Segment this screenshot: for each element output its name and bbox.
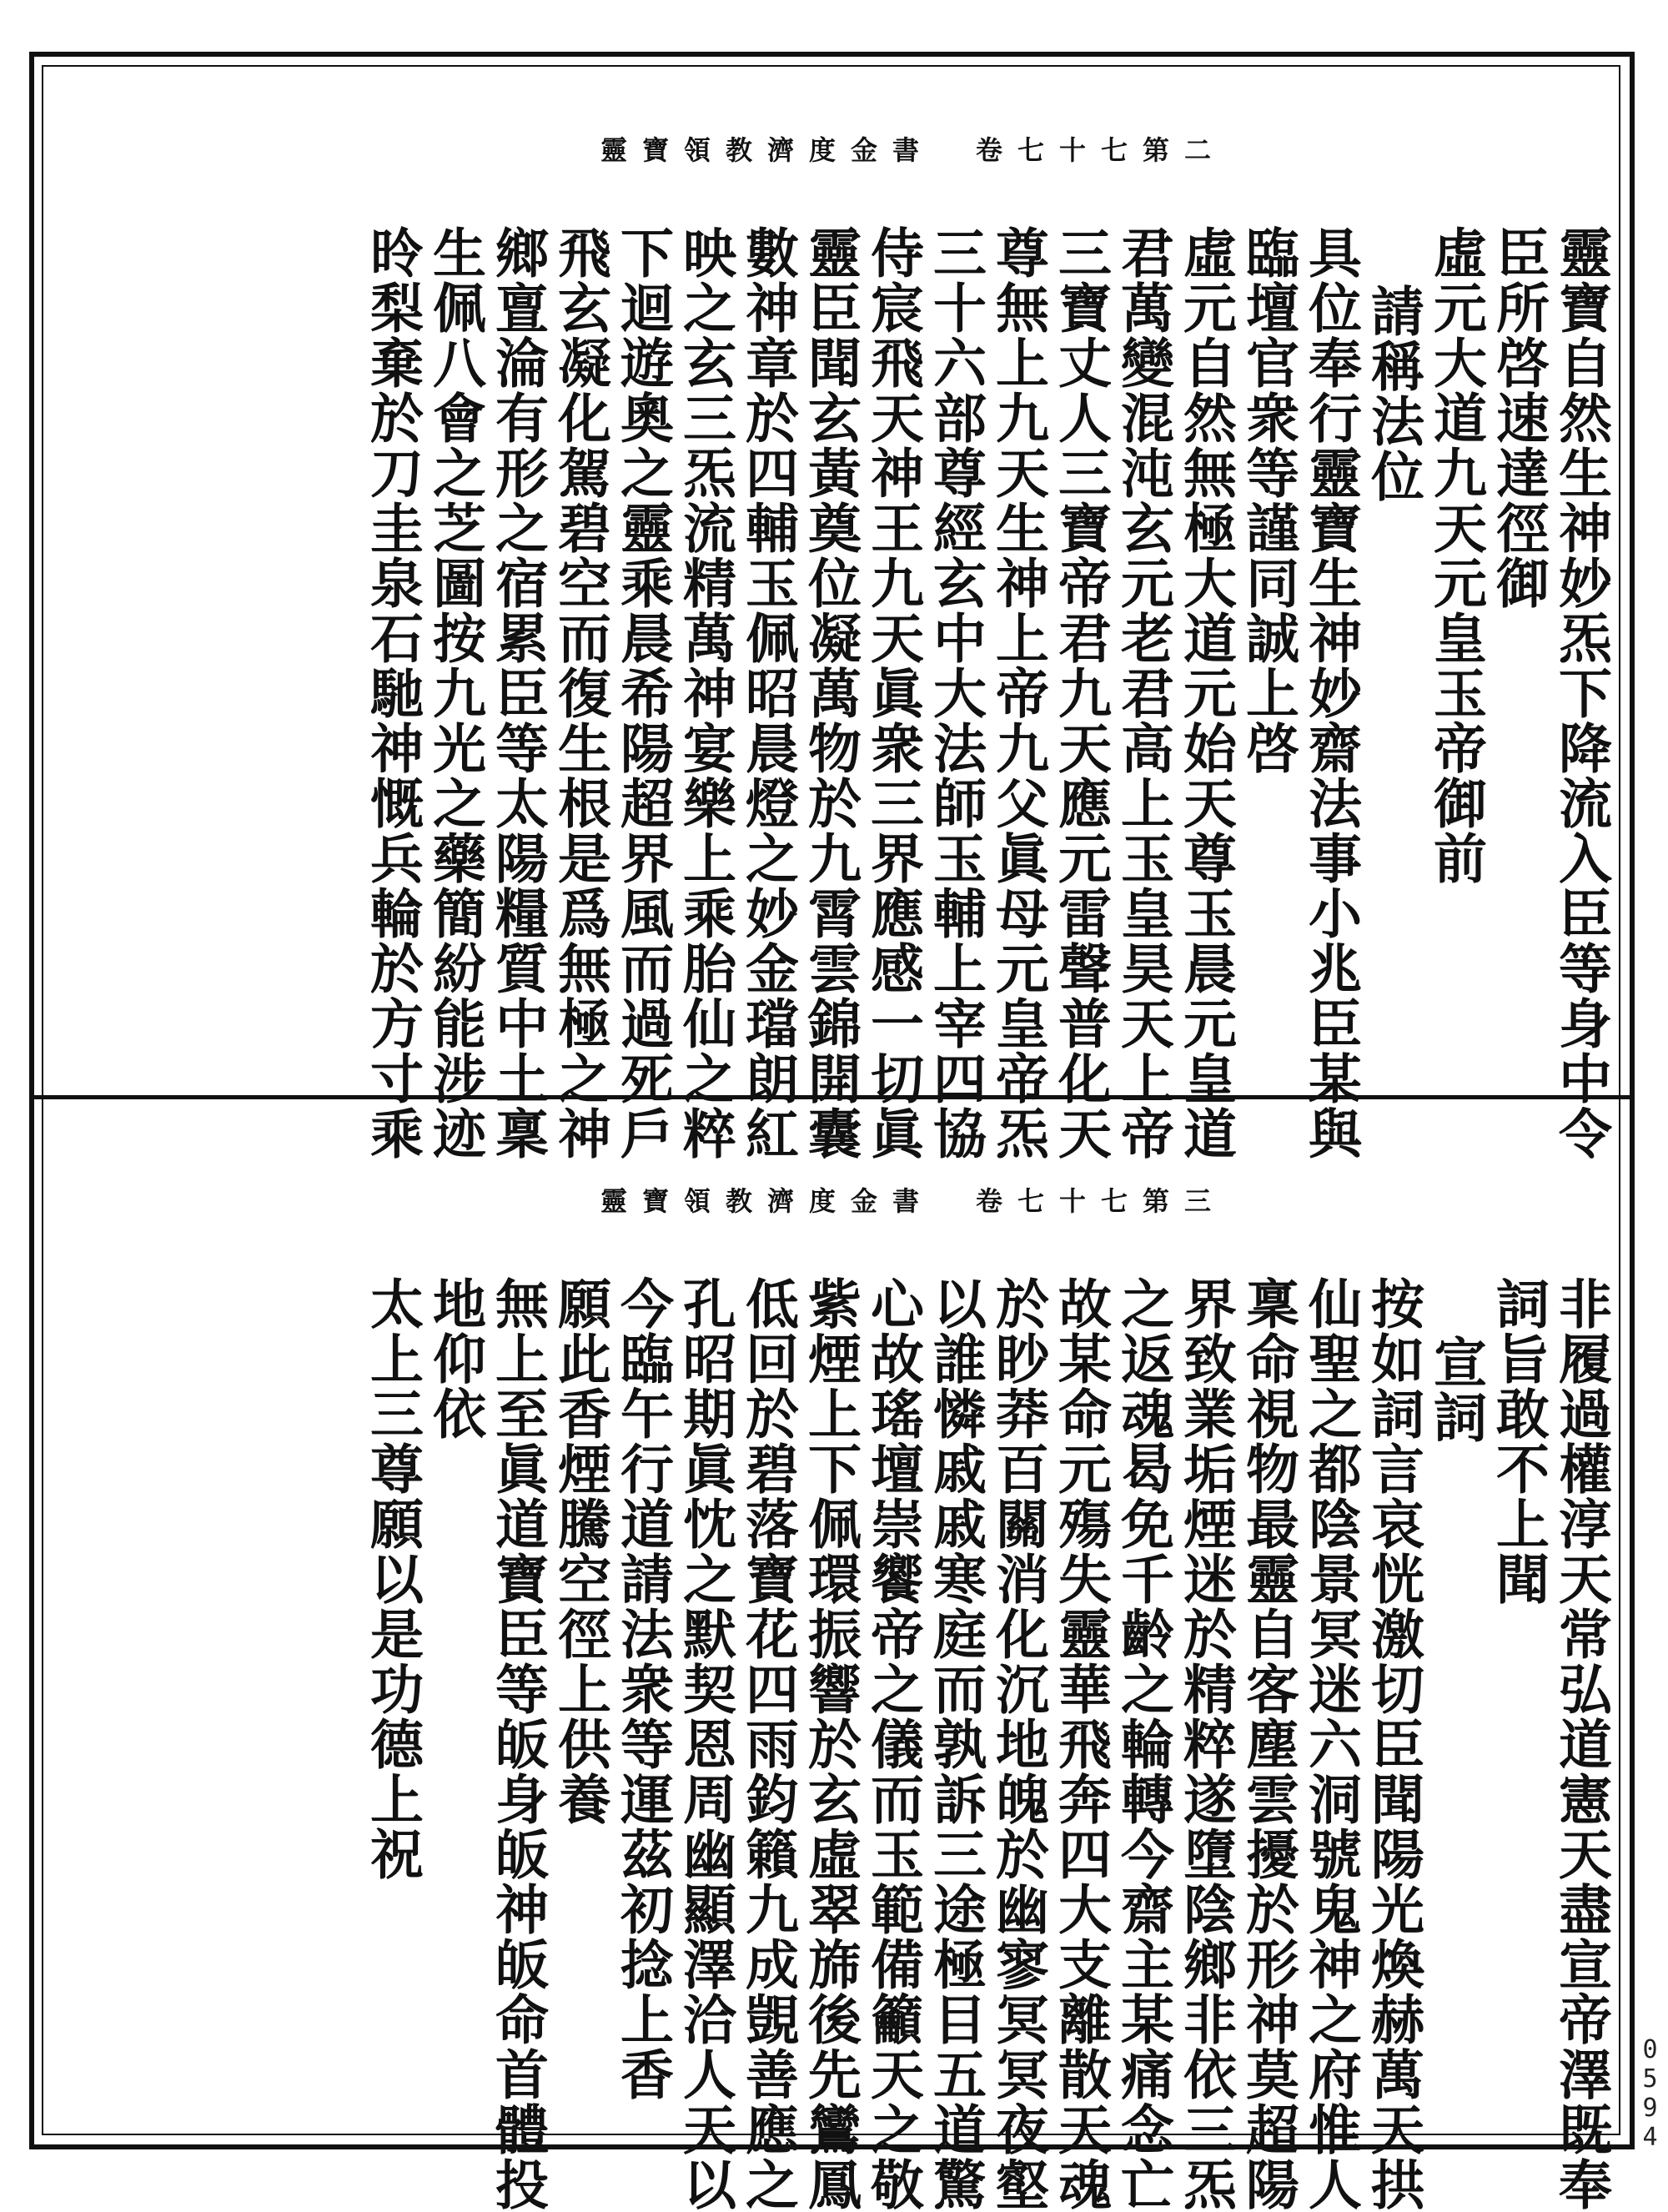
text-column: 具位奉行靈寶生神妙齋法事小兆臣某與 [1299,225,1362,1161]
text-column: 君萬變混沌玄元老君高上玉皇昊天上帝 [1112,225,1174,1161]
text-column: 數神章於四輔玉佩昭晨燈之妙金璫朗紅 [736,225,799,1161]
text-column: 稟命視物最靈自客塵雲擾於形神莫超陽 [1237,1276,1299,2212]
text-column: 界致業垢煙迷於精粹遂墮陰鄉非依三炁 [1174,1276,1237,2212]
text-column: 詞旨敢不上聞 [1487,1276,1550,1606]
text-column: 低回於碧落寶花四雨鈞籟九成覬善應之 [736,1276,799,2212]
text-column: 故某命元殤失靈華飛奔四大支離散天魂 [1049,1276,1112,2212]
text-column: 無上至眞道寶臣等皈身皈神皈命首體投 [486,1276,549,2212]
text-column: 臣所啓速達徑御 [1487,225,1550,611]
text-column: 三寶丈人三寶帝君九天應元雷聲普化天 [1049,225,1112,1161]
text-column: 虛元自然無極大道元始天尊玉晨元皇道 [1174,225,1237,1161]
text-column: 靈寶自然生神妙炁下降流入臣等身中令 [1550,225,1612,1161]
text-column: 按如詞言哀恍激切臣聞陽光煥赫萬天拱 [1362,1276,1424,2212]
text-column: 紫煙上下佩環振響於玄虛翠旆後先鸞鳳 [799,1276,862,2212]
text-column: 昤梨棄於刀圭泉石馳神慨兵輪於方寸乘 [361,225,424,1161]
text-column: 願此香煙騰空徑上供養 [549,1276,611,1827]
text-column: 請稱法位 [1362,284,1424,504]
text-column: 於眇莽百關消化沉地魄於幽寥冥冥夜壑 [987,1276,1049,2212]
text-column: 太上三尊願以是功德上祝 [361,1276,424,1882]
text-column: 虛元大道九天元皇玉帝御前 [1424,225,1487,886]
text-column: 仙聖之都陰景冥迷六洞號鬼神之府惟人 [1299,1276,1362,2212]
text-column: 生佩八會之芝圖按九光之藥簡紛能涉迹 [424,225,486,1161]
page-header: 靈寶領教濟度金書 卷七十七第三 [600,1185,1226,1217]
text-column: 臨壇官衆等謹同誠上啓 [1237,225,1299,776]
page-header: 靈寶領教濟度金書 卷七十七第二 [600,134,1226,166]
text-column: 地仰依 [424,1276,486,1441]
text-column: 三十六部尊經玄中大法師玉輔上宰四協 [924,225,987,1161]
text-column: 今臨午行道請法衆等運茲初捻上香 [611,1276,674,2102]
top-page [50,134,1612,1161]
text-column: 侍宸飛天神王九天眞衆三界應感一切眞 [862,225,924,1161]
text-column: 鄉亶淪有形之宿累臣等太陽糧質中土稟 [486,225,549,1161]
text-column: 尊無上九天生神上帝九父眞母元皇帝炁 [987,225,1049,1161]
text-column: 之返魂曷免千齡之輪轉今齋主某痛念亡 [1112,1276,1174,2212]
text-column: 孔昭期眞忱之默契恩周幽顯澤洽人天以 [674,1276,736,2212]
page-number: 0594 [1635,2035,1665,2152]
text-column: 宣詞 [1424,1335,1487,1445]
text-column: 飛玄凝化駕碧空而復生根是爲無極之神 [549,225,611,1161]
text-column: 以誰憐戚戚寒庭而孰訴三途極目五道驚 [924,1276,987,2212]
text-column: 靈臣聞玄黃奠位凝萬物於九霄雲錦開囊 [799,225,862,1161]
text-column: 非履過權淳天常弘道憲天盡宣帝澤既奉 [1550,1276,1612,2212]
text-column: 映之玄三炁流精萬神宴樂上乘胎仙之粹 [674,225,736,1161]
bottom-page [50,1185,1612,2212]
text-column: 心故瑤壇崇饗帝之儀而玉範備籲天之敬 [862,1276,924,2212]
text-column: 下迴遊奧之靈乘晨希陽超界風而過死戶 [611,225,674,1161]
